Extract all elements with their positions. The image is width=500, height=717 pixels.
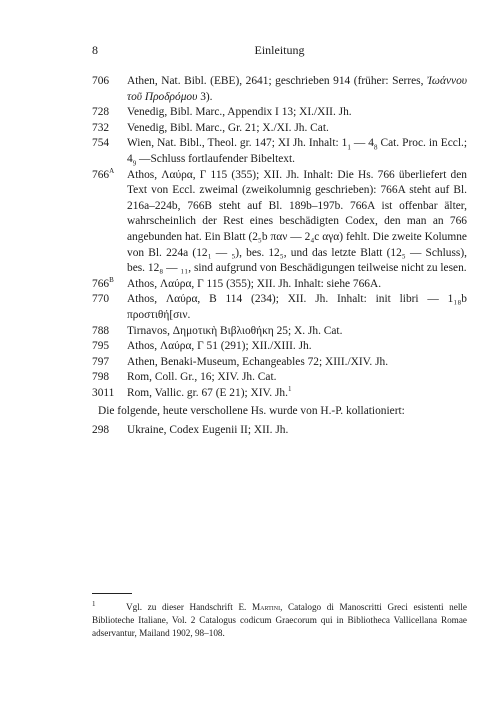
running-title: Einleitung — [254, 43, 305, 57]
entry-number: 754 — [92, 137, 110, 150]
entry-number: 770 — [92, 293, 110, 306]
entry-text: Rom, Vallic. gr. 67 (E 21); XIV. Jh. — [127, 386, 288, 399]
page-number: 8 — [92, 43, 98, 57]
manuscript-entry-706 — [92, 74, 467, 105]
manuscript-entry-3011 — [92, 386, 467, 402]
manuscript-entry-795 — [92, 339, 467, 355]
manuscript-entry-770 — [92, 292, 467, 323]
entry-number — [92, 277, 114, 293]
entry-text: Rom, Coll. Gr., 16; XIV. Jh. Cat. — [127, 371, 277, 384]
entry-number: 3011 — [92, 386, 115, 399]
manuscript-entry-797 — [92, 355, 467, 371]
entry-text: Venedig, Bibl. Marc., Gr. 21; X./XI. Jh. Cat. — [127, 121, 329, 134]
entry-text: Athos, Λαύρα, Γ 115 (355); XII. Jh. Inhalt: Die Hs. 766 überliefert den Text von Eccl. zweimal (zweikolumnig geschrieben): 766A steht auf Bl. 216a–224b, 766B steht auf Bl. 189b–197b. 766A ist offenbar älter, wahrscheinlich der Rest eines beschädigten Codex, den man an 766 angebunden hat. Ein Blatt (2₅b παν — 2₄c αγα) fehlt. Die zweite Kolumne von Bl. 224a (12₁ — ₅), bes. 12₅, und das letzte Blatt (12₅ — Schluss), bes. 12₈ — ₁₁, sind aufgrund von Beschädigungen teilweise nicht zu lesen. — [127, 168, 467, 275]
entry-text: — 4 — [350, 137, 374, 150]
entry-text: Athos, Λαύρα, Γ 51 (291); XII./XIII. Jh. — [127, 340, 312, 353]
manuscript-entry-788 — [92, 324, 467, 340]
entry-text-tail: 3). — [197, 90, 213, 103]
entry-subscript: 9 — [132, 159, 137, 168]
manuscript-entry-728 — [92, 105, 467, 121]
entry-number-value: 766 — [92, 168, 110, 181]
entry-text: Venedig, Bibl. Marc., Appendix I 13; XI./XII. Jh. — [127, 106, 352, 119]
entry-text: Ukraine, Codex Eugenii II; XII. Jh. — [127, 424, 289, 437]
entry-text: —Schluss fortlaufender Bibeltext. — [136, 152, 296, 165]
entry-number: 706 — [92, 75, 110, 87]
entry-text: Cat. Proc. in Eccl.; 4 — [127, 137, 468, 165]
entry-text: Wien, Nat. Bibl., Theol. gr. 147; XI Jh. Inhalt: 1 — [127, 137, 348, 150]
footnote-reference[interactable]: 1 — [287, 385, 292, 394]
entry-text: Athos, Λαύρα, Β 114 (234); XII. Jh. Inhalt: init libri — 1₁₈b προστιθή[σιν. — [127, 293, 467, 321]
entry-number: 732 — [92, 121, 110, 134]
entry-number-suffix: A — [109, 166, 115, 175]
entry-number-suffix: B — [109, 275, 114, 284]
footnote: $^1$ Vgl. zu dieser Handschrift E. Martini, Catalogo di Manoscritti Greci esistenti nelle Biblioteche Italiane, Vol. 2 Catalogus codicum Graecorum qui in Bibliotheca Vallicellana Romae adservantur, Mailand 1902, 98–108. — [92, 599, 468, 639]
entry-number: 797 — [92, 355, 110, 368]
manuscript-entry-766B — [92, 277, 467, 293]
lost-manuscript-note: Die folgende, heute verschollene Hs. wurde von H.-P. kollationiert: — [98, 405, 405, 418]
entry-number: 795 — [92, 340, 110, 353]
manuscript-list — [92, 74, 467, 439]
entry-number — [92, 168, 114, 184]
entry-subscript: 8 — [373, 143, 378, 152]
entry-number: 798 — [92, 371, 110, 384]
entry-text: Athen, Benaki-Museum, Echangeables 72; XIII./XIV. Jh. — [127, 355, 389, 368]
entry-subscript: 1 — [347, 143, 351, 152]
entry-text: Tirnavos, Δημοτικὴ Βιβλιοθήκη 25; X. Jh. Cat. — [127, 324, 343, 337]
manuscript-entry-766A — [92, 168, 467, 277]
entry-number: 298 — [92, 424, 110, 437]
entry-greek-text: Ἰωάννου τοῦ Προδρόμου — [127, 75, 467, 103]
footnote-text: , Catalogo di Manoscritti Greci esistenti nelle Biblioteche Italiane, Vol. 2 Catalogus codicum Graecorum qui in Bibliotheca Vallicellana Romae adservantur, Mailand 1902, 98–108. — [92, 602, 468, 639]
entry-number: 728 — [92, 106, 110, 119]
entry-number-value: 766 — [92, 277, 110, 290]
footnote-text: Vgl. zu dieser Handschrift E. — [126, 602, 252, 612]
footnote-author: Martini — [251, 602, 281, 612]
footnote-divider — [92, 593, 132, 594]
entry-text: Athen, Nat. Bibl. (EBE), 2641; geschrieben 914 (früher: Serres, — [127, 75, 428, 87]
manuscript-entry-732 — [92, 121, 467, 137]
manuscript-entry-754 — [92, 136, 467, 167]
manuscript-entry-298 — [92, 423, 467, 439]
manuscript-entry-798 — [92, 370, 467, 386]
entry-number: 788 — [92, 324, 110, 337]
entry-text: Athos, Λαύρα, Γ 115 (355); XII. Jh. Inhalt: siehe 766A. — [127, 277, 382, 290]
